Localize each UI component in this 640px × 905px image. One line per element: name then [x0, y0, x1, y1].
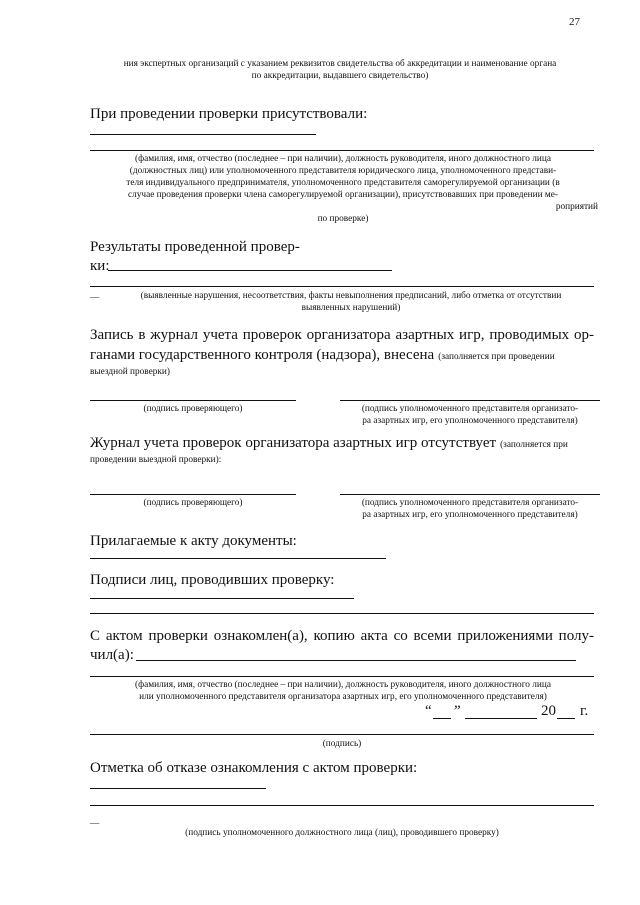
sig1-right-caption: [336, 403, 604, 427]
familiar-sign-line: [90, 734, 594, 735]
refusal-caption: (подпись уполномоченного должностного лица (лиц), проводившего проверку): [185, 828, 499, 838]
caption-line: (подпись уполномоченного представителя организато-: [361, 404, 579, 414]
caption-line: (фамилия, имя, отчество (последнее – при наличии), должность руководителя, иного должностного лица: [135, 680, 551, 690]
intro-caption-line: по аккредитации, выдавшего свидетельство): [251, 71, 429, 81]
date-month-line: [465, 718, 537, 719]
journal-line2-note: (заполняется при проведении: [438, 352, 555, 362]
familiar-line1: С актом проверки ознакомлен(а), копию акта со всеми приложениями полу-: [90, 628, 594, 644]
date-year-line: [557, 718, 575, 719]
familiar-line2: чил(а):: [90, 647, 134, 663]
refusal-fill-line: [90, 788, 266, 789]
date-year-prefix: 20: [541, 703, 556, 719]
journal-absent-line1: [90, 433, 568, 453]
signatures-fill-line: [90, 598, 354, 599]
attached-title: Прилагаемые к акту документы:: [90, 533, 297, 549]
familiar-fill-line: [136, 660, 576, 661]
journal-line3-note: выездной проверки): [90, 367, 171, 377]
signatures-fill-line-full: [90, 613, 594, 614]
present-fill-line: [90, 134, 316, 135]
familiar-caption: [88, 679, 598, 703]
results-fill-line-full: [90, 286, 594, 287]
present-caption: [88, 153, 598, 225]
caption-line: выявленных нарушений): [301, 303, 401, 313]
present-fill-line-full: [90, 150, 594, 151]
journal-absent-line2: проведении выездной проверки):: [90, 455, 222, 465]
caption-line: (выявленные нарушения, несоответствия, факты невыполнения предписаний, либо отметка от отсутствии: [140, 291, 562, 301]
date-suffix: г.: [580, 703, 589, 719]
caption-line: (должностных лиц) или уполномоченного представителя юридического лица, уполномоченного представи-: [129, 166, 557, 176]
familiar-sign-caption: (подпись): [322, 739, 362, 749]
journal-line2-main: ганами государственного контроля (надзора), внесена: [90, 347, 435, 363]
caption-line: по проверке): [317, 214, 369, 224]
journal-absent-note: (заполняется при: [500, 440, 568, 450]
caption-line: теля индивидуального предпринимателя, уполномоченного представителя саморегулируемой организации (в: [126, 178, 560, 188]
sig2-left-line: [90, 494, 296, 495]
sig2-right-caption: [336, 497, 604, 521]
present-title: При проведении проверки присутствовали:: [90, 106, 368, 122]
journal-absent-main: Журнал учета проверок организатора азартных игр отсутствует: [90, 435, 497, 451]
sig2-left-caption: (подпись проверяющего): [143, 498, 243, 508]
caption-line: или уполномоченного представителя организатора азартных игр, его уполномоченного представителя): [139, 692, 547, 702]
sig2-right-line: [340, 494, 600, 495]
results-title-line1: Результаты проведенной провер-: [90, 239, 300, 255]
page-number: 27: [569, 16, 580, 28]
attached-fill-line: [90, 558, 386, 559]
refusal-fill-line-full: [90, 805, 594, 806]
date-close-quote: ”: [454, 703, 461, 719]
caption-line: (фамилия, имя, отчество (последнее – при наличии), должность руководителя, иного должностного лица: [135, 154, 551, 164]
results-dash: __: [90, 290, 100, 300]
sig1-right-line: [340, 400, 600, 401]
sig1-left-line: [90, 400, 296, 401]
results-caption: [104, 290, 598, 314]
date-day-line: [433, 718, 451, 719]
results-title-line2: ки:: [90, 258, 110, 274]
caption-line: случае проведения проверки члена саморегулируемой организации), присутствовавших при проведении ме-: [128, 190, 558, 200]
familiar-fill-line-full: [90, 676, 594, 677]
journal-line2: [90, 345, 555, 365]
results-fill-line: [108, 270, 392, 271]
journal-line1: Запись в журнал учета проверок организатора азартных игр, проводимых ор-: [90, 327, 594, 343]
intro-caption-line: ния экспертных организаций с указанием реквизитов свидетельства об аккредитации и наименование органа: [123, 59, 557, 69]
caption-line: (подпись уполномоченного представителя организато-: [361, 498, 579, 508]
caption-line: ра азартных игр, его уполномоченного представителя): [362, 510, 578, 520]
caption-line: ра азартных игр, его уполномоченного представителя): [362, 416, 578, 426]
date-open-quote: “: [425, 703, 432, 719]
sig1-left-caption: (подпись проверяющего): [143, 404, 243, 414]
signatures-title: Подписи лиц, проводивших проверку:: [90, 572, 335, 588]
refusal-dash: __: [90, 816, 100, 826]
refusal-title: Отметка об отказе ознакомления с актом проверки:: [90, 760, 418, 776]
caption-line: роприятий: [555, 202, 598, 212]
intro-caption: [60, 58, 620, 82]
